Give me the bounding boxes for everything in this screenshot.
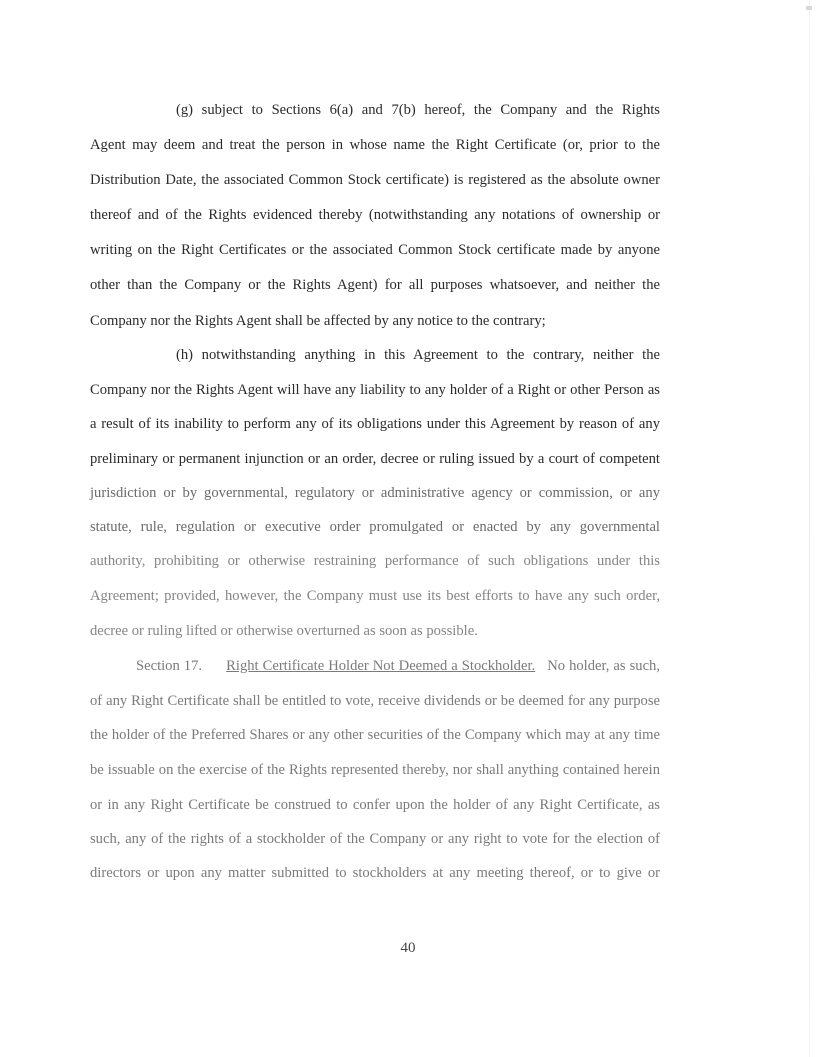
paragraph-h-line-7: authority, prohibiting or otherwise restraining performance of such obligations under this [90, 553, 660, 569]
paragraph-g-line-4: thereof and of the Rights evidenced thereby (notwithstanding any notations of ownership or [90, 207, 660, 223]
section-17-line-5: or in any Right Certificate be construed to confer upon the holder of any Right Certificate, as [90, 797, 660, 813]
paragraph-g-line-7: Company nor the Rights Agent shall be affected by any notice to the contrary; [90, 313, 546, 329]
paragraph-h-line-4: preliminary or permanent injunction or an order, decree or ruling issued by a court of competent [90, 451, 660, 467]
section-17-line-3: the holder of the Preferred Shares or any other securities of the Company which may at any time [90, 727, 660, 743]
section-17-first-line-rest: No holder, as such, [547, 658, 661, 674]
paragraph-h-line-9: decree or ruling lifted or otherwise overturned as soon as possible. [90, 623, 478, 639]
paragraph-g-line-3: Distribution Date, the associated Common Stock certificate) is registered as the absolute owner [90, 172, 660, 188]
paragraph-h-line-3: a result of its inability to perform any of its obligations under this Agreement by reason of any [90, 416, 660, 432]
paragraph-g-line-2: Agent may deem and treat the person in whose name the Right Certificate (or, prior to the [90, 137, 660, 153]
paragraph-g-line-5: writing on the Right Certificates or the associated Common Stock certificate made by anyone [90, 242, 660, 258]
paragraph-g-line-6: other than the Company or the Rights Agent) for all purposes whatsoever, and neither the [90, 277, 660, 293]
section-17-line-4: be issuable on the exercise of the Rights represented thereby, nor shall anything contained herein [90, 762, 660, 778]
section-17-line-6: such, any of the rights of a stockholder of the Company or any right to vote for the election of [90, 831, 660, 847]
section-17-heading: Right Certificate Holder Not Deemed a Stockholder. [226, 658, 536, 674]
paragraph-h-line-1: (h) notwithstanding anything in this Agreement to the contrary, neither the [176, 347, 660, 363]
section-17-number: Section 17. [136, 658, 203, 674]
paragraph-h-line-2: Company nor the Rights Agent will have any liability to any holder of a Right or other Person as [90, 382, 660, 398]
scan-edge-shadow [809, 0, 810, 1057]
section-17-line-7: directors or upon any matter submitted to stockholders at any meeting thereof, or to give or [90, 865, 660, 881]
section-17-line-2: of any Right Certificate shall be entitled to vote, receive dividends or be deemed for any purpose [90, 693, 660, 709]
section-17-first-line [136, 657, 660, 675]
page-number: 40 [400, 940, 416, 956]
paragraph-g-line-1: (g) subject to Sections 6(a) and 7(b) hereof, the Company and the Rights [176, 102, 660, 118]
paragraph-h-line-6: statute, rule, regulation or executive order promulgated or enacted by any governmental [90, 519, 660, 535]
paragraph-h-line-5: jurisdiction or by governmental, regulatory or administrative agency or commission, or any [90, 485, 660, 501]
paragraph-h-line-8: Agreement; provided, however, the Company must use its best efforts to have any such order, [90, 588, 660, 604]
scan-corner-mark [806, 6, 812, 10]
